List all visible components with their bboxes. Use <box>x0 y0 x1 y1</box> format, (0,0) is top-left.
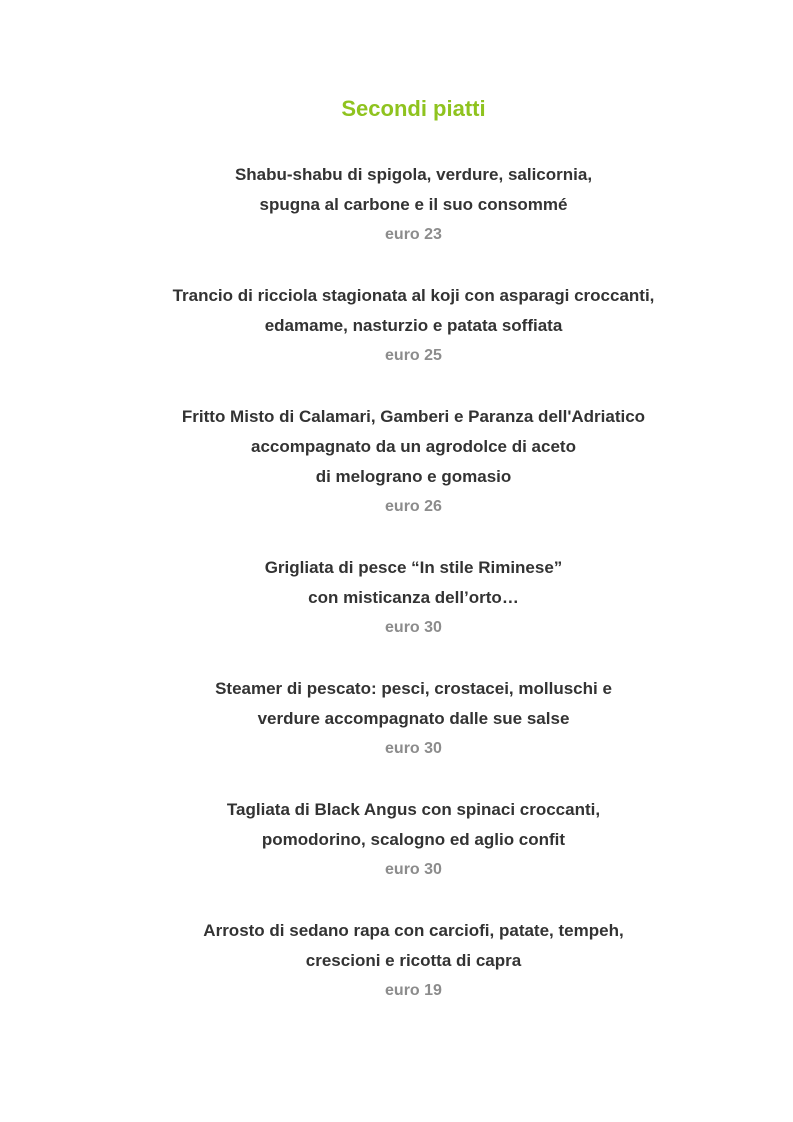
dish-price: euro 23 <box>385 226 442 243</box>
menu-item-fritto-misto <box>0 402 793 522</box>
dish-description-line: Arrosto di sedano rapa con carciofi, patate, tempeh, <box>203 921 624 940</box>
menu-item-arrosto-sedano-rapa <box>0 916 793 1006</box>
menu-item-tagliata-black-angus <box>0 795 793 885</box>
dish-description-line: Trancio di ricciola stagionata al koji con asparagi croccanti, <box>172 286 655 305</box>
dish-description-line: di melograno e gomasio <box>315 467 512 486</box>
menu-item-trancio-ricciola <box>0 281 793 371</box>
dish-description-line: crescioni e ricotta di capra <box>305 951 522 970</box>
menu-section-title: Secondi piatti <box>341 96 486 121</box>
dish-price: euro 19 <box>385 982 442 999</box>
dish-description-line: Grigliata di pesce “In stile Riminese” <box>264 558 563 577</box>
dish-description-line: pomodorino, scalogno ed aglio confit <box>261 830 566 849</box>
menu-item-shabu-shabu <box>0 160 793 250</box>
dish-description-line: Steamer di pescato: pesci, crostacei, molluschi e <box>215 679 612 698</box>
dish-price: euro 26 <box>385 498 442 515</box>
dish-description-line: Shabu-shabu di spigola, verdure, salicornia, <box>234 165 593 184</box>
dish-description-line: accompagnato da un agrodolce di aceto <box>251 437 576 456</box>
dish-description-line: edamame, nasturzio e patata soffiata <box>264 316 563 335</box>
menu-item-grigliata-pesce <box>0 553 793 643</box>
dish-description-line: spugna al carbone e il suo consommé <box>259 195 568 214</box>
menu-item-steamer-pescato <box>0 674 793 764</box>
dish-description-line: verdure accompagnato dalle sue salse <box>257 709 570 728</box>
dish-price: euro 30 <box>385 619 442 636</box>
dish-price: euro 30 <box>385 740 442 757</box>
dish-description-line: Tagliata di Black Angus con spinaci croccanti, <box>226 800 601 819</box>
dish-price: euro 30 <box>385 861 442 878</box>
dish-description-line: con misticanza dell’orto… <box>308 588 519 607</box>
dish-price: euro 25 <box>385 347 442 364</box>
dish-description-line: Fritto Misto di Calamari, Gamberi e Paranza dell'Adriatico <box>181 407 646 426</box>
